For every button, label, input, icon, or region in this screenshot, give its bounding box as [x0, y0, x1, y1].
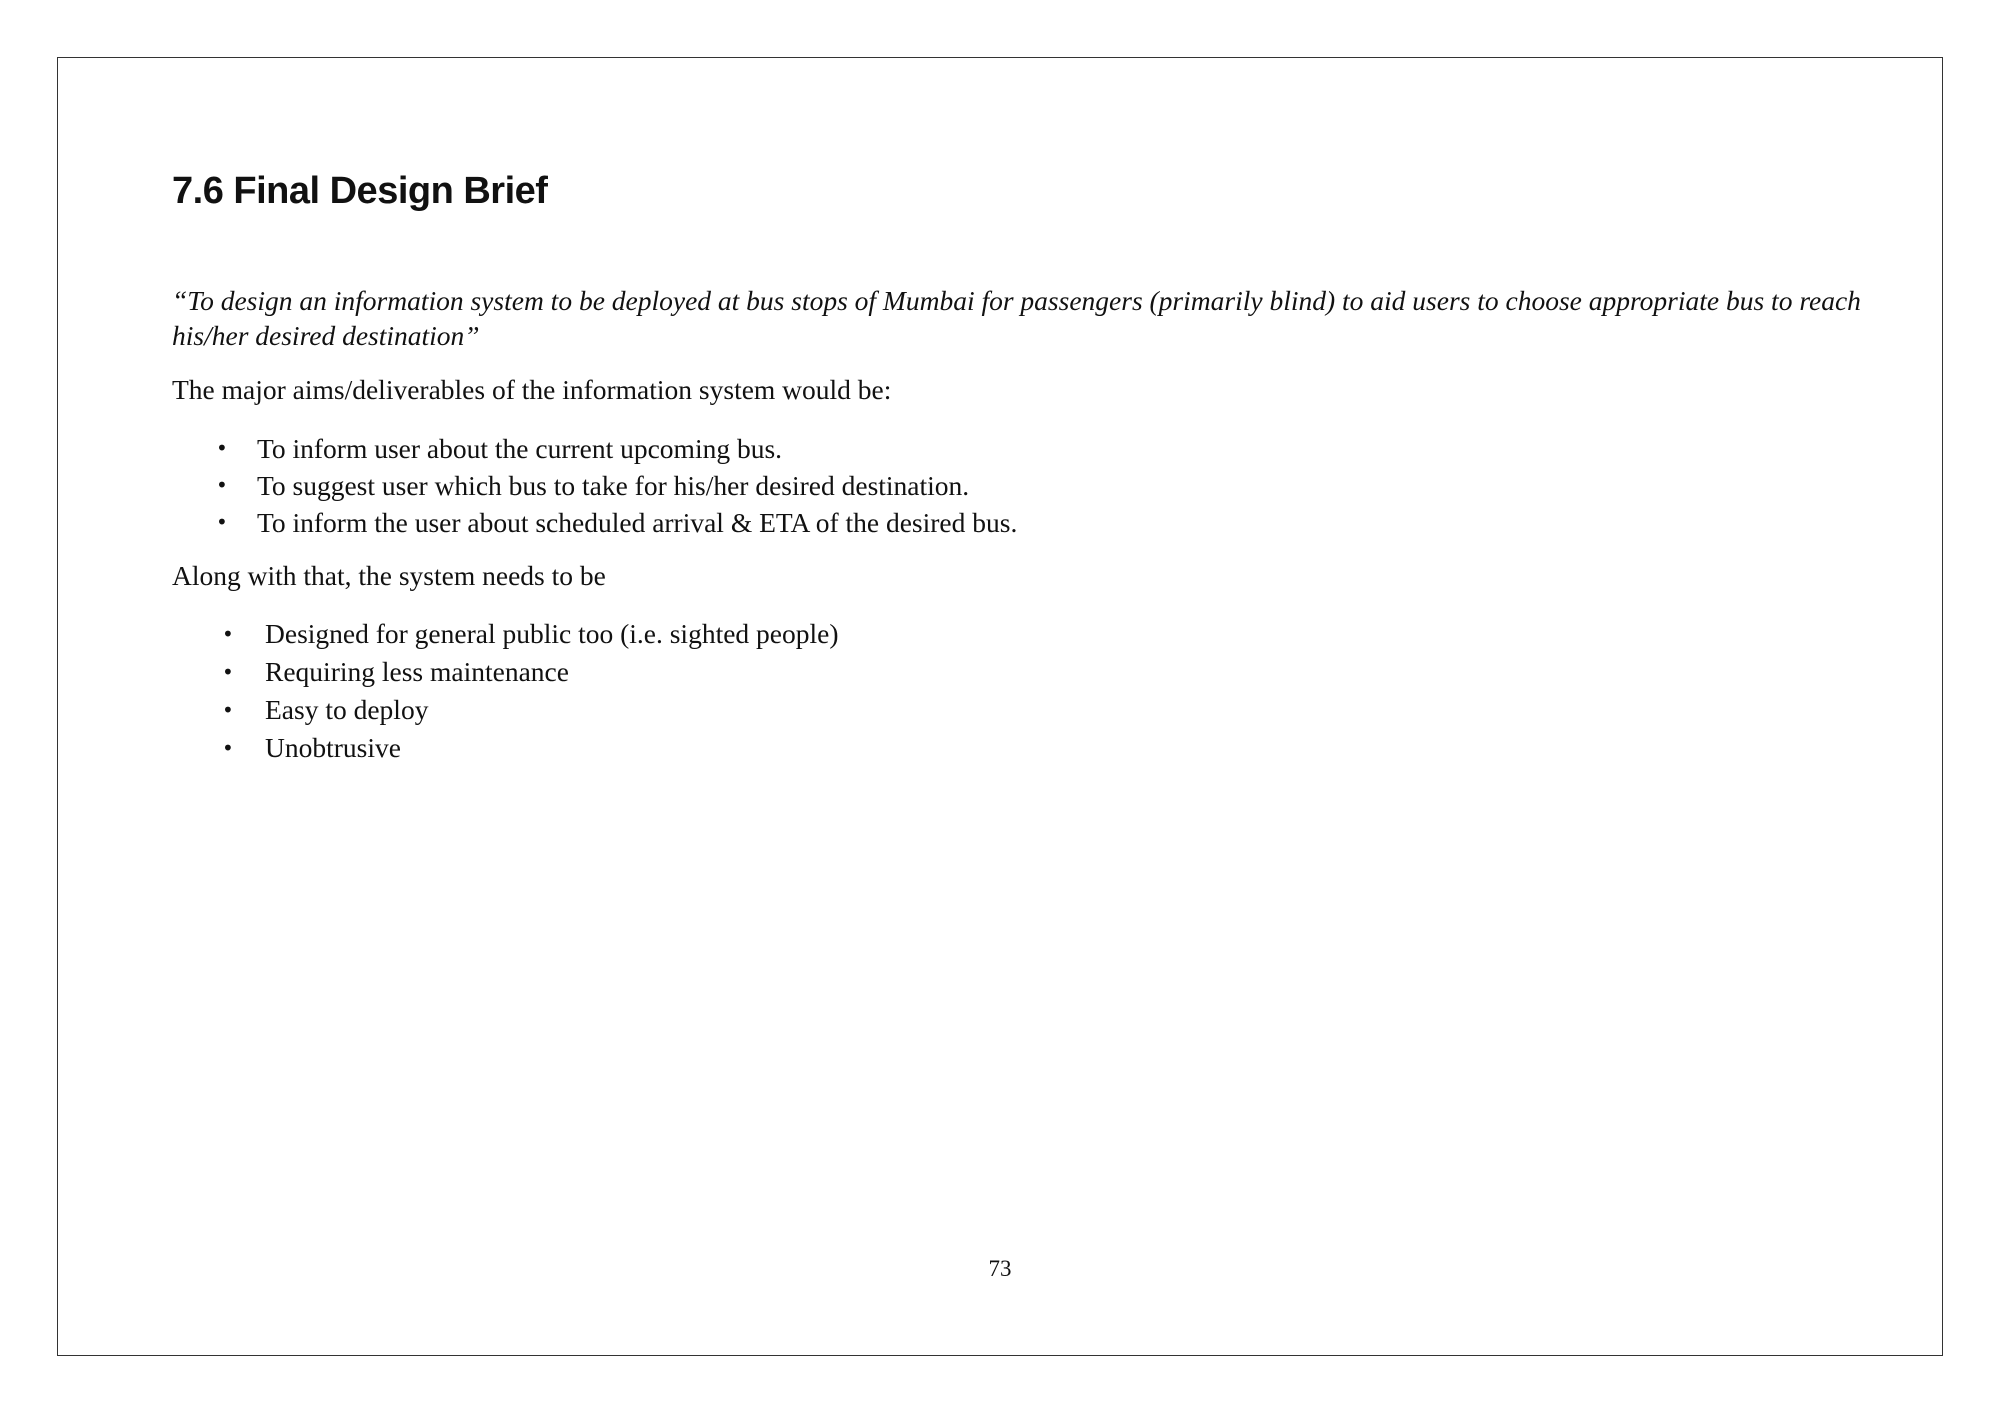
requirement-text: Easy to deploy	[265, 694, 429, 725]
page-number: 73	[988, 1256, 1012, 1281]
aim-text: To suggest user which bus to take for his/her desired destination.	[257, 470, 970, 501]
bullet-icon: •	[222, 622, 234, 646]
list-item	[222, 615, 839, 653]
bullet-icon: •	[216, 510, 228, 534]
list-item	[222, 691, 839, 729]
list-item	[222, 653, 839, 691]
requirement-text: Unobtrusive	[265, 732, 401, 763]
list-item	[216, 504, 1017, 541]
list-item	[216, 467, 1017, 504]
requirement-text: Requiring less maintenance	[265, 656, 569, 687]
section-heading: 7.6 Final Design Brief	[172, 170, 548, 212]
aims-intro: The major aims/deliverables of the information system would be:	[172, 374, 892, 405]
list-item	[216, 430, 1017, 467]
requirement-text: Designed for general public too (i.e. sighted people)	[265, 618, 839, 649]
bullet-icon: •	[222, 660, 234, 684]
aims-list	[216, 430, 1017, 541]
requirements-intro: Along with that, the system needs to be	[172, 560, 606, 591]
aim-text: To inform the user about scheduled arrival & ETA of the desired bus.	[257, 507, 1018, 538]
requirements-list	[222, 615, 839, 767]
design-brief-quote: “To design an information system to be deployed at bus stops of Mumbai for passengers (primarily blind) to aid users to choose appropriate bus to reach his/her desired destination”	[172, 285, 1861, 351]
bullet-icon: •	[222, 698, 234, 722]
aim-text: To inform user about the current upcoming bus.	[257, 433, 783, 464]
bullet-icon: •	[216, 436, 228, 460]
list-item	[222, 729, 839, 767]
bullet-icon: •	[222, 736, 234, 760]
bullet-icon: •	[216, 473, 228, 497]
